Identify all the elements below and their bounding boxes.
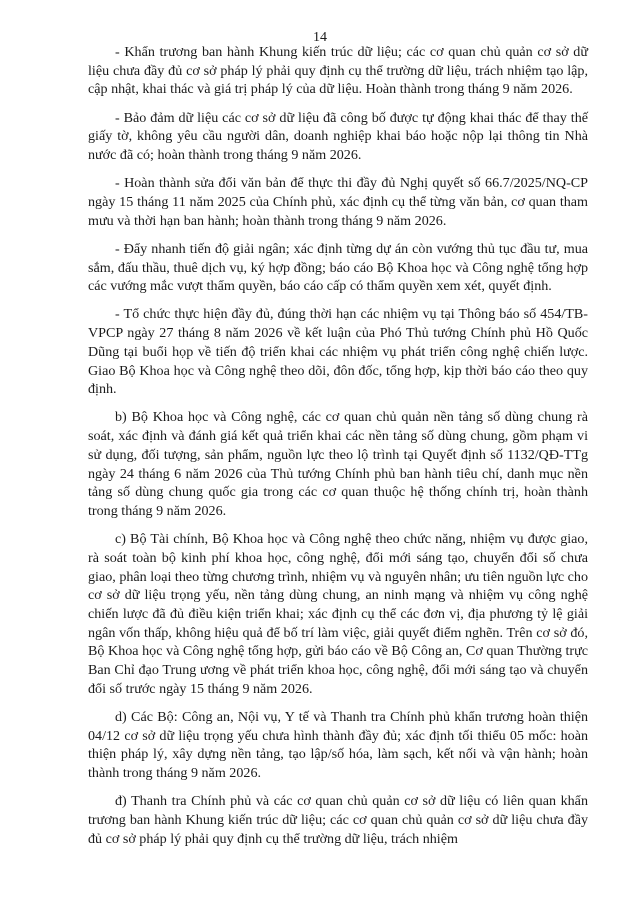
paragraph-3: - Hoàn thành sửa đổi văn bản để thực thi đầy đủ Nghị quyết số 66.7/2025/NQ-CP ngày 15 tháng 11 năm 2025 của Chính phủ, xác định cụ thể từng văn bản, cơ quan tham mưu và thời hạn ban hành; hoàn thành trong tháng 9 năm 2026. — [88, 175, 588, 229]
paragraph-6: b) Bộ Khoa học và Công nghệ, các cơ quan chủ quản nền tảng số dùng chung rà soát, xác định và đánh giá kết quả triển khai các nền tảng số dùng chung, gồm phạm vi sử dụng, đối tượng, sản phẩm, nguồn lực theo lộ trình tại Quyết định số 1132/QĐ-TTg ngày 24 tháng 6 năm 2026 của Thủ tướng Chính phủ ban hành tiêu chí, danh mục nền tảng số dùng chung quốc gia trong các cơ quan thuộc hệ thống chính trị, hoàn thành trong tháng 9 năm 2026. — [88, 409, 588, 519]
paragraph-5: - Tổ chức thực hiện đầy đủ, đúng thời hạn các nhiệm vụ tại Thông báo số 454/TB-VPCP ngày 27 tháng 8 năm 2026 về kết luận của Phó Thủ tướng Chính phủ Hồ Quốc Dũng tại buổi họp về tiến độ triển khai các nhiệm vụ phát triển công nghệ chiến lược. Giao Bộ Khoa học và Công nghệ theo dõi, đôn đốc, tổng hợp, kịp thời báo cáo theo quy định. — [88, 306, 588, 398]
paragraph-7: c) Bộ Tài chính, Bộ Khoa học và Công nghệ theo chức năng, nhiệm vụ được giao, rà soát toàn bộ kinh phí khoa học, công nghệ, đổi mới sáng tạo, chuyển đổi số chưa giao, phân loại theo từng chương trình, nhiệm vụ và nguyên nhân; ưu tiên nguồn lực cho cơ sở dữ liệu trọng yếu, nền tảng dùng chung, an ninh mạng và nhiệm vụ công nghệ chiến lược đã đủ điều kiện triển khai; xác định cụ thể các đơn vị, địa phương tỷ lệ giải ngân vốn thấp, không hiệu quả để bố trí làm việc, giải quyết điểm nghẽn. Trên cơ sở đó, Bộ Khoa học và Công nghệ tổng hợp, gửi báo cáo về Bộ Công an, Cơ quan Thường trực Ban Chỉ đạo Trung ương về phát triển khoa học, công nghệ, đổi mới sáng tạo và chuyển đổi số trước ngày 15 tháng 9 năm 2026. — [88, 531, 588, 697]
page-number: 14 — [313, 30, 327, 45]
paragraph-8: d) Các Bộ: Công an, Nội vụ, Y tế và Thanh tra Chính phủ khẩn trương hoàn thiện 04/12 cơ sở dữ liệu trọng yếu chưa hình thành đầy đủ; xác định tối thiểu 05 mốc: hoàn thiện pháp lý, xây dựng nền tảng, tạo lập/số hóa, làm sạch, kết nối và vận hành; hoàn thành trong tháng 9 năm 2026. — [88, 709, 588, 782]
paragraph-4: - Đẩy nhanh tiến độ giải ngân; xác định từng dự án còn vướng thủ tục đầu tư, mua sắm, đấu thầu, thuê dịch vụ, ký hợp đồng; báo cáo Bộ Khoa học và Công nghệ tổng hợp các vướng mắc vượt thẩm quyền, báo cáo cấp có thẩm quyền xem xét, quyết định. — [88, 240, 588, 295]
paragraph-2: - Bảo đảm dữ liệu các cơ sở dữ liệu đã công bố được tự động khai thác để thay thế giấy tờ, không yêu cầu người dân, doanh nghiệp khai báo hoặc nộp lại thông tin Nhà nước đã có; hoàn thành trong tháng 9 năm 2026. — [88, 109, 588, 164]
document-body — [88, 43, 588, 858]
paragraph-1: - Khẩn trương ban hành Khung kiến trúc dữ liệu; các cơ quan chủ quản cơ sở dữ liệu chưa đầy đủ cơ sở pháp lý phải quy định cụ thể trường dữ liệu, trách nhiệm tạo lập, cập nhật, khai thác và giá trị pháp lý của dữ liệu. Hoàn thành trong tháng 9 năm 2026. — [88, 44, 588, 98]
paragraph-9: đ) Thanh tra Chính phủ và các cơ quan chủ quản cơ sở dữ liệu có liên quan khẩn trương ban hành Khung kiến trúc dữ liệu; các cơ quan chủ quản cơ sở dữ liệu chưa đầy đủ cơ sở pháp lý phải quy định cụ thể trường dữ liệu, trách nhiệm — [88, 793, 588, 847]
